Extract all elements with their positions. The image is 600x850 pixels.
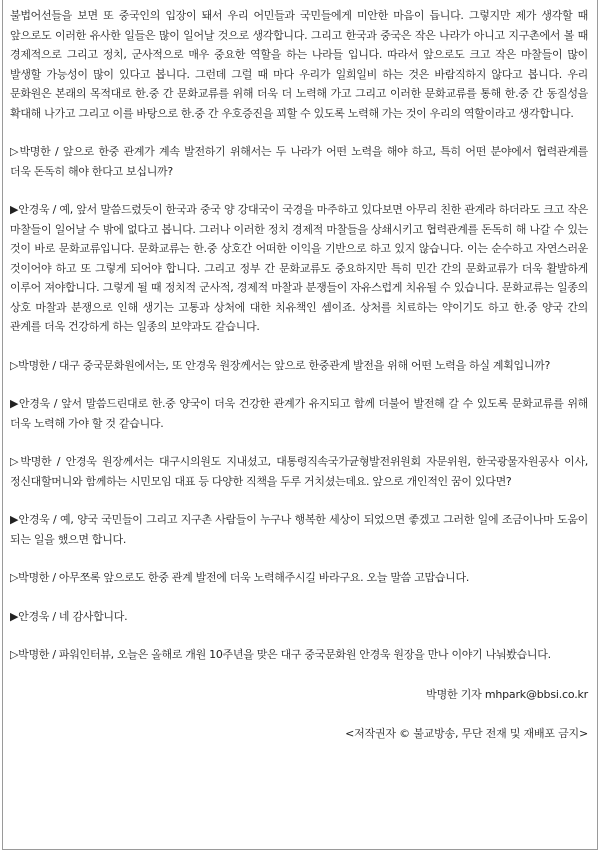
paragraph-spacer <box>10 588 588 607</box>
paragraph-spacer <box>10 181 588 200</box>
article-body <box>10 6 588 665</box>
interview-closing: ▷박명한 / 파워인터뷰, 오늘은 올해로 개원 10주년을 맞은 대구 중국문화원 안경욱 원장을 만나 이야기 나눠봤습니다. <box>10 648 551 661</box>
interview-answer: ▶안경욱 / 예, 양국 국민들이 그리고 지구촌 사람들이 누구나 행복한 세상이 되었으면 좋겠고 그러한 일에 조금이나마 도움이 되는 일을 했으면 합니다. <box>10 513 588 546</box>
paragraph-spacer <box>10 491 588 510</box>
paragraph-spacer <box>10 123 588 142</box>
paragraph-spacer <box>10 375 588 394</box>
interview-answer: ▶안경욱 / 예, 앞서 말씀드렸듯이 한국과 중국 양 강대국이 국경을 마주하고 있다보면 아무리 친한 관계라 하더라도 크고 작은 마찰들이 일어날 수 밖에 없다고 봅니다. 그러나 이러한 정치 경제적 마찰들을 상쇄시키고 협력관계를 돈독히 해 나갈 수 있는 것이 바로 문화교류입니다. 문화교류는 한.중 상호간 어떠한 이익을 기반으로 하고 있지 않습니다. 이는 순수하고 자연스러운 것이어야 하고 또 그렇게 되어야 합니다. 그리고 정부 간 문화교류도 중요하지만 특히 민간 간의 문화교류가 더욱 활발하게 이루어 져야합니다. 그렇게 될 때 정치적 군사적, 경제적 마찰과 분쟁들이 자유스럽게 치유될 수 있습니다. 문화교류는 일종의 상호 마찰과 분쟁으로 인해 생기는 고통과 상처에 대한 치유책인 셈이죠. 상처를 치료하는 약이기도 하고 한.중 양국 간의 관계를 더욱 건강하게 하는 일종의 보약과도 같습니다. <box>10 203 588 333</box>
interview-answer: ▶안경욱 / 앞서 말씀드린대로 한.중 양국이 더욱 건강한 관계가 유지되고 함께 더불어 발전해 갈 수 있도록 문화교류를 위해 더욱 노력해 가야 할 것 같습니다. <box>10 397 588 430</box>
paragraph-spacer <box>10 433 588 452</box>
paragraph-spacer <box>10 337 588 356</box>
paragraph-spacer <box>10 626 588 645</box>
interview-answer: ▶안경욱 / 네 감사합니다. <box>10 609 128 623</box>
interview-question: ▷박명한 / 아무쪼록 앞으로도 한중 관계 발전에 더욱 노력해주시길 바라구요. 오늘 말씀 고맙습니다. <box>10 571 470 584</box>
reporter-byline: 박명한 기자 mhpark@bbsi.co.kr <box>426 688 588 701</box>
paragraph-spacer <box>10 549 588 568</box>
article-paragraph: 불법어선들을 보면 또 중국인의 입장이 돼서 우리 어민들과 국민들에게 미안한 마음이 듭니다. 그렇지만 제가 생각할 때 앞으로도 이러한 유사한 일들은 많이 일어날 것으로 생각합니다. 그리고 한국과 중국은 작은 나라가 아니고 지구촌에서 볼 때 경제적으로 그리고 정치, 군사적으로 매우 중요한 역할을 하는 나라들 입니다. 따라서 앞으로도 크고 작은 마찰들이 많이 발생할 가능성이 많이 있다고 봅니다. 그런데 그럴 때 마다 우리가 일희일비 하는 것은 바람직하지 않다고 봅니다. 우리 문화원은 본래의 목적대로 한.중 간 문화교류를 위해 더욱 더 노력해 가고 그리고 이러한 문화교류를 통해 한.중 간 동질성을 확대해 나가고 그리고 이를 바탕으로 한.중 간 우호증진을 꾀할 수 있도록 노력해 가는 것이 우리의 역할이라고 생각합니다. <box>10 9 588 120</box>
interview-question: ▷박명한 / 안경욱 원장께서는 대구시의원도 지내셨고, 대통령직속국가균형발전위원회 자문위원, 한국광물자원공사 이사, 정신대할머니와 함께하는 시민모임 대표 등 다양한 직책을 두루 거치셨는데요. 앞으로 개인적인 꿈이 있다면? <box>10 455 588 488</box>
interview-question: ▷박명한 / 앞으로 한중 관계가 계속 발전하기 위해서는 두 나라가 어떤 노력을 해야 하고, 특히 어떤 분야에서 협력관계를 더욱 돈독히 해야 한다고 보십니까? <box>10 145 588 178</box>
copyright-notice: <저작권자 © 불교방송, 무단 전재 및 재배포 금지> <box>345 727 588 740</box>
interview-question: ▷박명한 / 대구 중국문화원에서는, 또 안경욱 원장께서는 앞으로 한중관계 발전을 위해 어떤 노력을 하실 계획입니까? <box>10 358 551 372</box>
